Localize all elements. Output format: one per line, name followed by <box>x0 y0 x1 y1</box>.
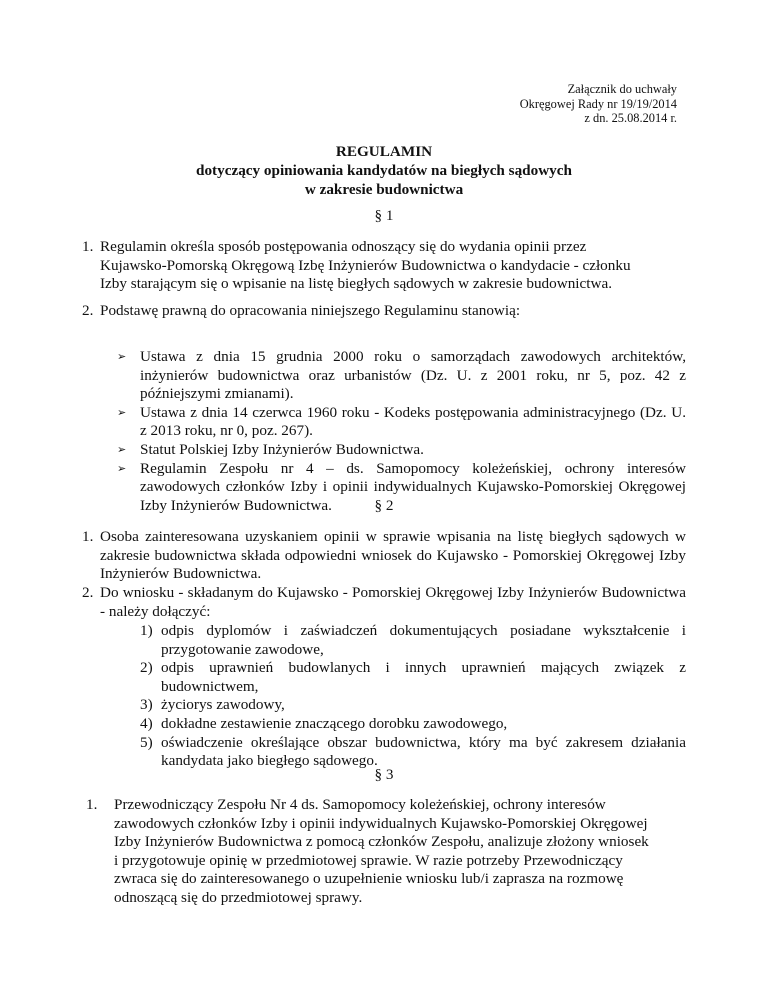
s3-paragraph-1 <box>86 796 690 908</box>
paragraph-number: 1. <box>86 796 98 813</box>
list-item-number: 4) <box>140 714 153 732</box>
document-title <box>0 142 768 199</box>
section-heading-1: § 1 <box>374 207 394 224</box>
paragraph-number: 2. <box>82 584 94 601</box>
paragraph-number: 1. <box>82 528 94 545</box>
list-item-number: 3) <box>140 696 153 714</box>
list-item <box>140 696 686 715</box>
arrow-bullet-icon: ➢ <box>117 405 127 419</box>
section-heading-2: § 2 <box>374 497 394 514</box>
s2-paragraph-2 <box>82 584 686 621</box>
arrow-bullet-icon: ➢ <box>117 442 127 456</box>
list-item-text: oświadczenie określające obszar budownictwa, który ma być zakresem działania kandydata jako biegłego sądowego. <box>161 733 686 770</box>
s1-paragraph-2 <box>82 302 686 321</box>
s2-paragraph-1 <box>82 528 686 584</box>
paragraph-line: i przygotowuje opinię w przedmiotowej sprawie. W razie potrzeby Przewodniczący <box>114 851 623 869</box>
list-item <box>117 441 686 460</box>
attachment-line: Załącznik do uchwały <box>567 82 677 96</box>
paragraph-number: 1. <box>82 238 94 255</box>
paragraph-text: Osoba zainteresowana uzyskaniem opinii w sprawie wpisania na listę biegłych sądowych w zakresie budownictwa składa odpowiedni wniosek do Kujawsko - Pomorskiej Okręgowej Izby Inżynierów Budownictwa. <box>100 528 686 583</box>
paragraph-text: Podstawę prawną do opracowania niniejszego Regulaminu stanowią: <box>100 302 521 319</box>
paragraph-number: 2. <box>82 302 94 319</box>
paragraph-line: Przewodniczący Zespołu Nr 4 ds. Samopomocy koleżeńskiej, ochrony interesów <box>114 796 606 813</box>
list-item-number: 5) <box>140 733 153 751</box>
attachment-note <box>520 82 677 126</box>
list-item-text: Ustawa z dnia 14 czerwca 1960 roku - Kodeks postępowania administracyjnego (Dz. U. z 2013 roku, nr 0, poz. 267). <box>140 403 686 440</box>
title-line: dotyczący opiniowania kandydatów na biegłych sądowych <box>196 162 572 179</box>
attachment-line: Okręgowej Rady nr 19/19/2014 <box>519 96 677 111</box>
title-line: w zakresie budownictwa <box>304 181 464 198</box>
list-item-text: Regulamin Zespołu nr 4 – ds. Samopomocy koleżeńskiej, ochrony interesów zawodowych członków Izby i opinii indywidualnych Kujawsko-Pomorskiej Okręgowej Izby Inżynierów Budownictwa. <box>140 459 686 514</box>
paragraph-text: Do wniosku - składanym do Kujawsko - Pomorskiej Okręgowej Izby Inżynierów Budownictwa - należy dołączyć: <box>100 584 686 620</box>
list-item <box>117 348 686 404</box>
paragraph-line: Izby Inżynierów Budownictwa z pomocą członków Zespołu, analizuje złożony wniosek <box>114 833 649 851</box>
paragraph-line: zwraca się do zainteresowanego o uzupełnienie wniosku lub/i zaprasza na rozmowę <box>114 870 624 888</box>
arrow-bullet-icon: ➢ <box>117 461 127 475</box>
attachments-list <box>140 622 686 771</box>
list-item-number: 2) <box>140 659 153 677</box>
section-heading-3: § 3 <box>374 766 394 783</box>
list-item-number: 1) <box>140 622 153 639</box>
legal-basis-list <box>117 348 686 515</box>
paragraph-line: odnoszącą się do przedmiotowej sprawy. <box>114 888 363 906</box>
paragraph-text <box>114 796 690 908</box>
list-item <box>140 715 686 734</box>
list-item-text: odpis uprawnień budowlanych i innych uprawnień mających związek z budownictwem, <box>161 659 686 695</box>
list-item <box>140 659 686 696</box>
paragraph-line: zawodowych członków Izby i opinii indywidualnych Kujawsko-Pomorskiej Okręgowej <box>114 814 648 832</box>
list-item-text: odpis dyplomów i zaświadczeń dokumentujących posiadane wykształcenie i przygotowanie zawodowe, <box>161 622 686 658</box>
paragraph-text: Regulamin określa sposób postępowania odnoszący się do wydania opinii przez Kujawsko-Pomorską Okręgową Izbę Inżynierów Budownictwa o kandydacie - członku Izby starającym się o wpisanie na listę biegłych sądowych w zakresie budownictwa. <box>100 238 631 293</box>
list-item-text: Statut Polskiej Izby Inżynierów Budownictwa. <box>140 440 424 458</box>
list-item-text: dokładne zestawienie znaczącego dorobku zawodowego, <box>161 714 508 732</box>
title-line: REGULAMIN <box>335 143 433 160</box>
attachment-line: z dn. 25.08.2014 r. <box>584 111 677 126</box>
list-item <box>117 404 686 441</box>
list-item-text: życiorys zawodowy, <box>161 696 285 714</box>
arrow-bullet-icon: ➢ <box>117 350 127 363</box>
s1-paragraph-1 <box>82 238 686 294</box>
list-item <box>140 622 686 659</box>
list-item-text: Ustawa z dnia 15 grudnia 2000 roku o samorządach zawodowych architektów, inżynierów budownictwa oraz urbanistów (Dz. U. z 2001 roku, nr 5, poz. 42 z późniejszymi zmianami). <box>140 348 686 403</box>
